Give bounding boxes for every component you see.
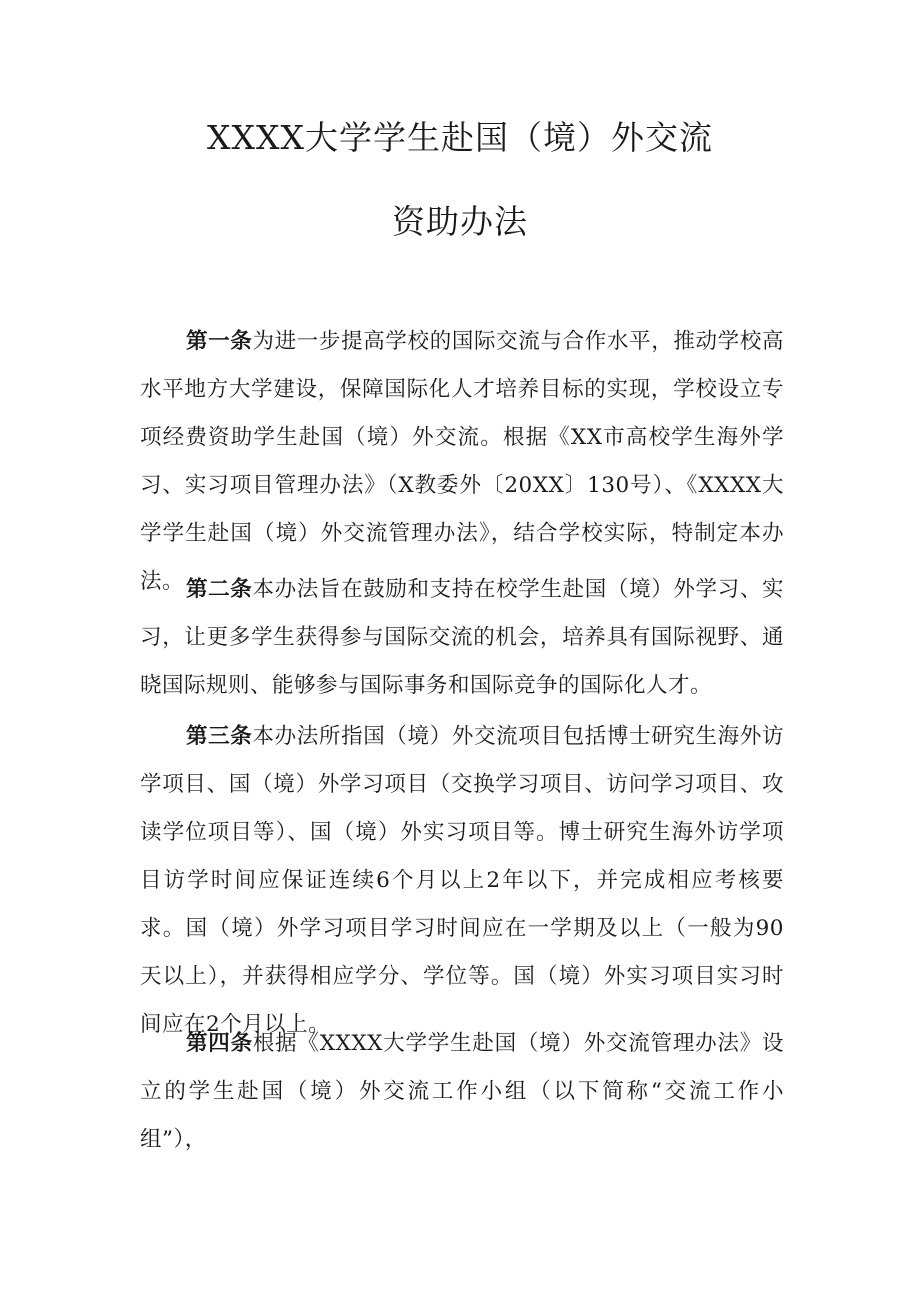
article-1-heading: 第一条: [186, 329, 253, 354]
article-4-text: 根据《XXXX大学学生赴国（境）外交流管理办法》设立的学生赴国（境）外交流工作小组（以下简称“交流工作小组”），: [140, 1031, 784, 1152]
article-1-text: 为进一步提高学校的国际交流与合作水平，推动学校高水平地方大学建设，保障国际化人才培养目标的实现，学校设立专项经费资助学生赴国（境）外交流。根据《XX市高校学生海外学习、实习项目管理办法》（X教委外〔20XX〕130号）、《XXXX大学学生赴国（境）外交流管理办法》，结合学校实际，特制定本办法。: [140, 329, 784, 594]
article-1: [140, 318, 784, 606]
article-2: [140, 566, 784, 710]
article-3: [140, 713, 784, 1049]
article-3-text: 本办法所指国（境）外交流项目包括博士研究生海外访学项目、国（境）外学习项目（交换学习项目、访问学习项目、攻读学位项目等）、国（境）外实习项目等。博士研究生海外访学项目访学时间应保证连续6个月以上2年以下，并完成相应考核要求。国（境）外学习项目学习时间应在一学期及以上（一般为90天以上），并获得相应学分、学位等。国（境）外实习项目实习时间应在2个月以上。: [140, 724, 784, 1037]
document-title-line-1: XXXX大学学生赴国（境）外交流: [207, 118, 713, 157]
article-4-heading: 第四条: [186, 1031, 253, 1056]
document-title-line-2: 资助办法: [392, 202, 528, 241]
article-3-heading: 第三条: [186, 724, 253, 749]
article-2-text: 本办法旨在鼓励和支持在校学生赴国（境）外学习、实习，让更多学生获得参与国际交流的机会，培养具有国际视野、通晓国际规则、能够参与国际事务和国际竞争的国际化人才。: [140, 577, 784, 698]
article-2-heading: 第二条: [186, 577, 253, 602]
article-4: [140, 1020, 784, 1164]
